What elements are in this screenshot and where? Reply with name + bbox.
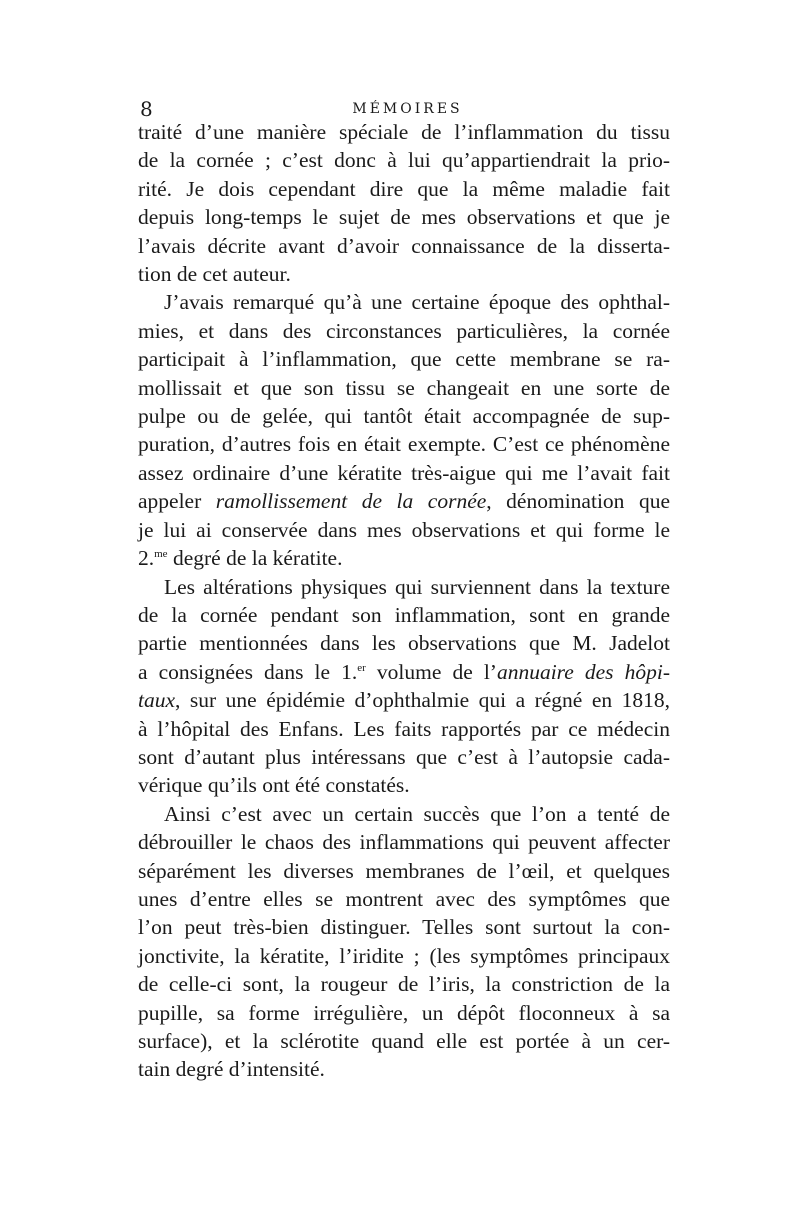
paragraph-2 [138, 288, 670, 572]
ordinal-superscript: er [357, 661, 366, 674]
text-line: de celle-ci sont, la rougeur de l’iris, la constriction de la [138, 972, 670, 997]
paragraph-3 [138, 573, 670, 800]
text-line: tain degré d’intensité. [138, 1057, 325, 1082]
page-number: 8 [140, 97, 153, 121]
paragraph-4 [138, 800, 670, 1084]
text-fragment: volume de l’ [365, 659, 497, 684]
text-line: J’avais remarqué qu’à une certaine époque des ophthal- [164, 290, 670, 315]
italic-title: taux [138, 688, 176, 713]
italic-term: ramollissement de la cornée [215, 489, 487, 514]
text-line: Les altérations physiques qui surviennent dans la texture [164, 574, 670, 599]
text-line: assez ordinaire d’une kératite très-aigue qui me l’avait fait [138, 460, 670, 485]
text-line: mies, et dans des circonstances particulières, la cornée [138, 318, 670, 343]
text-line [138, 544, 670, 572]
text-line: pulpe ou de gelée, qui tantôt était accompagnée de sup- [138, 404, 670, 429]
text-fragment: appeler [138, 489, 216, 514]
text-line: Ainsi c’est avec un certain succès que l’on a tenté de [164, 801, 670, 826]
ordinal-number: 2. [138, 546, 155, 571]
paragraph-1 [138, 118, 670, 288]
text-line: unes d’entre elles se montrent avec des symptômes que [138, 886, 670, 911]
text-fragment: a consignées dans le 1. [138, 659, 358, 684]
text-line: partie mentionnées dans les observations que M. Jadelot [138, 631, 670, 656]
text-line: surface), et la sclérotite quand elle est portée à un cer- [138, 1029, 670, 1053]
text-line: rité. Je dois cependant dire que la même maladie fait [138, 176, 670, 201]
text-line [138, 686, 670, 714]
text-line: de la cornée ; c’est donc à lui qu’appartiendrait la prio- [138, 148, 670, 173]
text-line: débrouiller le chaos des inflammations qui peuvent affecter [138, 830, 670, 855]
text-line [138, 487, 670, 515]
text-fragment: degré de la kératite. [167, 546, 343, 571]
text-line: mollissait et que son tissu se changeait en une sorte de [138, 375, 670, 400]
text-line: depuis long-temps le sujet de mes observations et que je [138, 205, 670, 230]
text-line: à l’hôpital des Enfans. Les faits rapportés par ce médecin [138, 716, 670, 741]
text-line: participait à l’inflammation, que cette membrane se ra- [138, 347, 670, 372]
italic-title: annuaire des hôpi- [496, 659, 670, 684]
text-line: tion de cet auteur. [138, 262, 291, 287]
text-line: vérique qu’ils ont été constatés. [138, 773, 410, 798]
text-line: pupille, sa forme irrégulière, un dépôt floconneux à sa [138, 1000, 670, 1025]
text-line: sont d’autant plus intéressans que c’est à l’autopsie cada- [138, 744, 670, 769]
running-title: MÉMOIRES [352, 101, 463, 117]
ordinal-superscript: me [154, 548, 168, 561]
text-fragment: , sur une épidémie d’ophthalmie qui a régné en 1818, [175, 688, 670, 713]
text-line: traité d’une manière spéciale de l’inflammation du tissu [138, 120, 670, 144]
text-line [138, 658, 670, 686]
text-line: l’on peut très-bien distinguer. Telles sont surtout la con- [138, 915, 670, 940]
text-line: puration, d’autres fois en était exempte. C’est ce phénomène [138, 432, 670, 457]
body-text [138, 118, 670, 1084]
text-line: jonctivite, la kératite, l’iridite ; (les symptômes principaux [138, 943, 670, 968]
text-line: de la cornée pendant son inflammation, sont en grande [138, 602, 670, 627]
text-line: je lui ai conservée dans mes observations et qui forme le [138, 517, 670, 542]
text-line: séparément les diverses membranes de l’œil, et quelques [138, 858, 670, 883]
text-fragment: , dénomination que [486, 489, 670, 514]
text-line: l’avais décrite avant d’avoir connaissance de la disserta- [138, 233, 670, 258]
